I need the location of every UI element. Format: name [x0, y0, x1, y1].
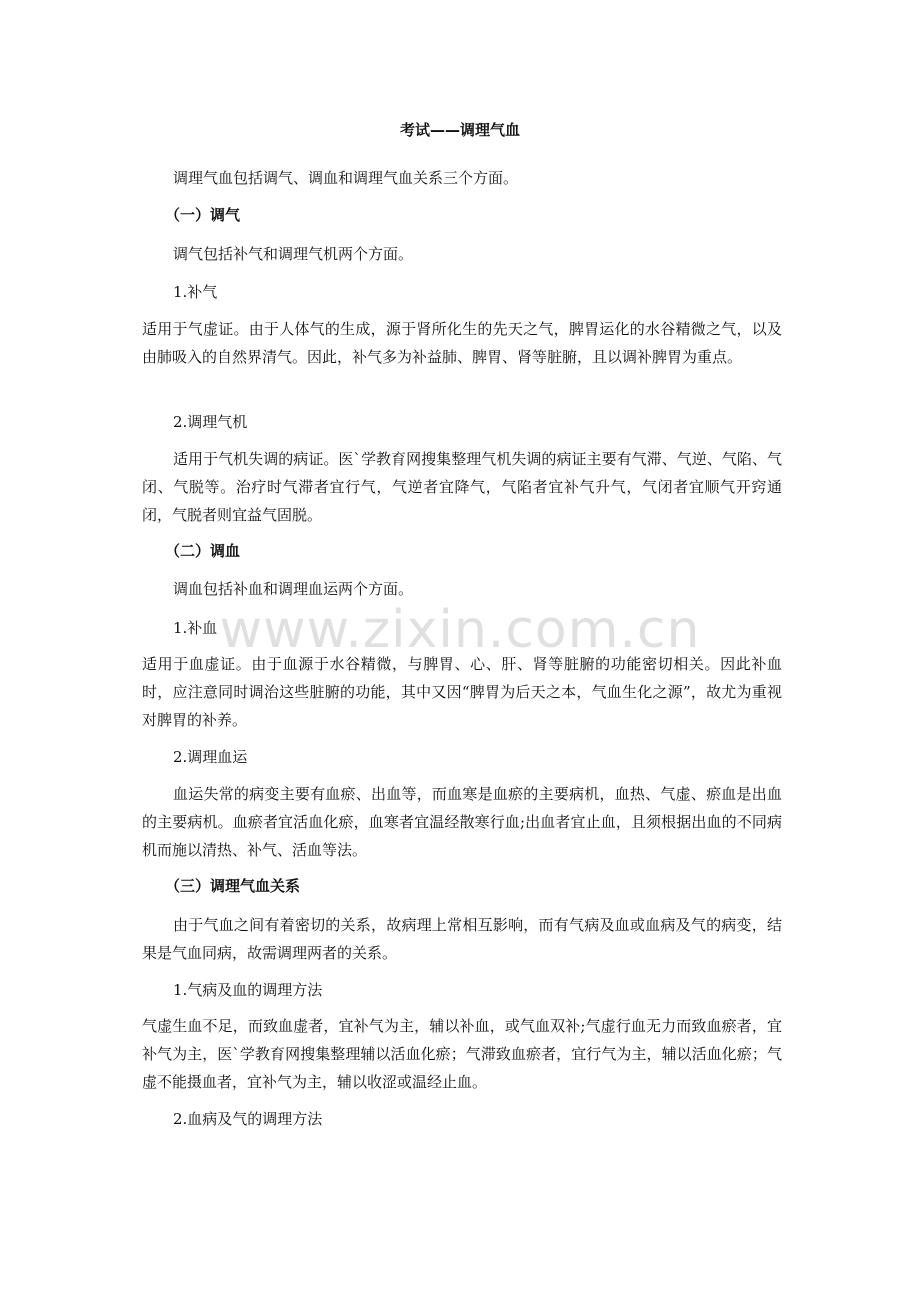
subheading-xue-ji-qi: 2.血病及气的调理方法 — [173, 1110, 323, 1128]
paragraph-bu-xue: 适用于血虚证。由于血源于水谷精微，与脾胃、心、肝、肾等脏腑的功能密切相关。因此补血时，应注意同时调治这些脏腑的功能，其中又因“脾胃为后天之本，气血生化之源”，故尤为重视对脾胃的补养。 — [142, 655, 782, 729]
section-intro-xue: 调血包括补血和调理血运两个方面。 — [173, 580, 414, 598]
watermark: www.zixin.com.cn — [219, 600, 701, 660]
section-intro-guanxi: 由于气血之间有着密切的关系，故病理上常相互影响，而有气病及血或血病及气的病变，结果是气血同病，故需调理两者的关系。 — [142, 916, 782, 962]
subheading-qi-ji-xue: 1.气病及血的调理方法 — [173, 981, 323, 999]
section-intro-qi: 调气包括补气和调理气机两个方面。 — [173, 245, 414, 263]
paragraph-qi-ji-xue: 气虚生血不足，而致血虚者，宜补气为主，辅以补血，或气血双补;气虚行血无力而致血瘀者，宜补气为主，医`学教育网搜集整理辅以活血化瘀；气滞致血瘀者，宜行气为主，辅以活血化瘀；气虚不能摄血者，宜补气为主，辅以收涩或温经止血。 — [142, 1017, 782, 1091]
subheading-xue-yun: 2.调理血运 — [173, 748, 248, 766]
subheading-qi-ji: 2.调理气机 — [173, 413, 248, 431]
subheading-bu-xue: 1.补血 — [173, 619, 218, 637]
paragraph-xue-yun: 血运失常的病变主要有血瘀、出血等，而血寒是血瘀的主要病机，血热、气虚、瘀血是出血的主要病机。血瘀者宜活血化瘀，血寒者宜温经散寒行血;出血者宜止血，且须根据出血的不同病机而施以清热、补气、活血等法。 — [142, 785, 782, 859]
section-heading-guanxi: （三）调理气血关系 — [165, 877, 301, 895]
section-heading-qi: （一）调气 — [165, 206, 241, 224]
intro-paragraph: 调理气血包括调气、调血和调理气血关系三个方面。 — [173, 169, 519, 187]
section-heading-xue: （二）调血 — [165, 542, 241, 560]
paragraph-qi-ji: 适用于气机失调的病证。医`学教育网搜集整理气机失调的病证主要有气滞、气逆、气陷、气闭、气脱等。治疗时气滞者宜行气，气逆者宜降气，气陷者宜补气升气，气闭者宜顺气开窍通闭，气脱者则宜益气固脱。 — [142, 450, 782, 524]
paragraph-bu-qi: 适用于气虚证。由于人体气的生成，源于肾所化生的先天之气，脾胃运化的水谷精微之气，以及由肺吸入的自然界清气。因此，补气多为补益肺、脾胃、肾等脏腑，且以调补脾胃为重点。 — [142, 320, 782, 366]
subheading-bu-qi: 1.补气 — [173, 283, 218, 301]
page-title: 考试——调理气血 — [399, 121, 520, 139]
